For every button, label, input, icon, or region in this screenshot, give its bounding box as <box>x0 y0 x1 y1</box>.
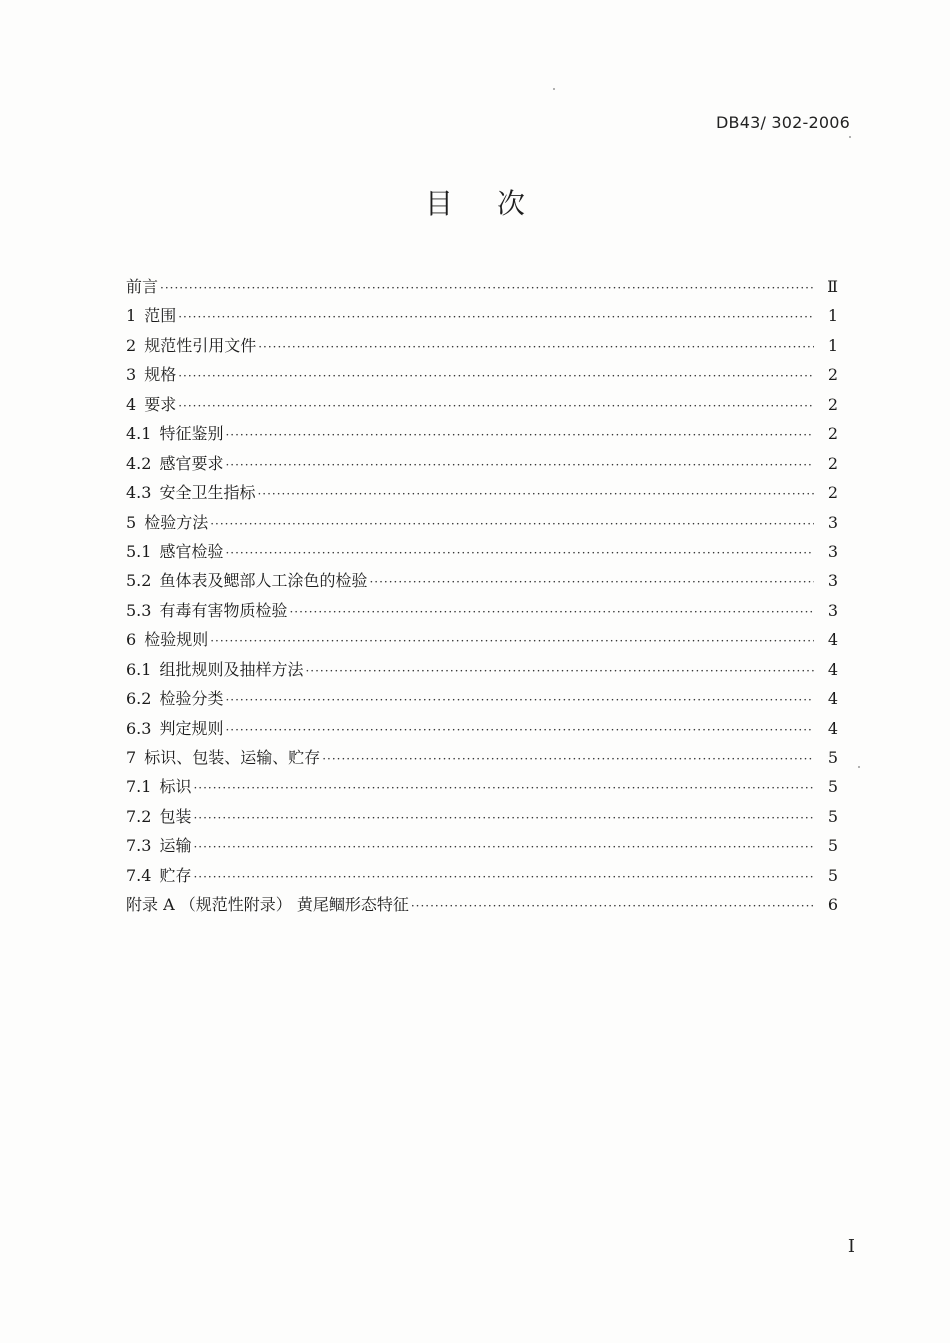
toc-entry-number: 5.2 <box>126 571 152 591</box>
toc-entry-page: 4 <box>827 630 838 650</box>
toc-leader-dots <box>178 392 814 421</box>
toc-entry[interactable] <box>126 625 838 654</box>
toc-entry-page: Ⅱ <box>827 277 838 296</box>
toc-entry-page: 5 <box>827 836 838 856</box>
toc-entry-title: 规格 <box>144 365 177 385</box>
document-code: DB43/ 302-2006 <box>716 113 850 132</box>
toc-leader-dots <box>257 480 814 509</box>
toc-entry-page: 3 <box>827 571 838 591</box>
scan-speck <box>553 88 555 90</box>
toc-entry-number: 7.2 <box>126 806 152 826</box>
toc-entry-page: 1 <box>827 335 838 355</box>
toc-entry-number: 6.3 <box>126 718 152 738</box>
toc-entry[interactable] <box>126 714 838 743</box>
toc-entry-number: 7 <box>126 748 137 767</box>
toc-entry[interactable] <box>126 861 838 890</box>
toc-leader-dots <box>225 716 814 745</box>
toc-entry[interactable] <box>126 743 838 772</box>
scan-speck <box>858 766 860 768</box>
toc-leader-dots <box>322 745 814 774</box>
toc-leader-dots <box>193 804 814 833</box>
toc-leader-dots <box>305 657 814 686</box>
toc-entry-title: 组批规则及抽样方法 <box>159 659 304 679</box>
toc-entry[interactable] <box>126 655 838 684</box>
toc-entry-page: 2 <box>827 453 838 473</box>
toc-entry[interactable] <box>126 596 838 625</box>
toc-entry-page: 3 <box>827 541 838 561</box>
toc-entry[interactable] <box>126 772 838 801</box>
toc-entry-title: 检验规则 <box>144 630 209 650</box>
toc-entry-number: 1 <box>126 306 137 326</box>
toc-entry-number: 6 <box>126 630 137 650</box>
toc-entry[interactable] <box>126 301 838 330</box>
toc-leader-dots <box>193 833 814 862</box>
toc-entry-number: 5.3 <box>126 600 152 620</box>
toc-entry-number: 7.3 <box>126 836 152 856</box>
toc-entry[interactable] <box>126 684 838 713</box>
toc-leader-dots <box>369 568 814 597</box>
toc-entry-number: 4.3 <box>126 483 152 503</box>
toc-entry[interactable] <box>126 478 838 507</box>
toc-entry-page: 3 <box>827 600 838 620</box>
toc-entry-page: 5 <box>827 748 838 767</box>
toc-entry-title: 运输 <box>159 836 192 856</box>
toc-entry-page: 4 <box>827 718 838 738</box>
toc-entry-title: 鱼体表及鳃部人工涂色的检验 <box>159 571 368 591</box>
toc-entry-page: 1 <box>827 306 838 326</box>
toc-leader-dots <box>411 892 814 921</box>
toc-entry-title: 感官检验 <box>159 541 224 561</box>
toc-entry-number: 6.1 <box>126 659 152 679</box>
toc-entry[interactable] <box>126 449 838 478</box>
toc-entry[interactable] <box>126 360 838 389</box>
toc-entry-number: 5.1 <box>126 541 152 561</box>
toc-entry-page: 5 <box>827 865 838 885</box>
toc-entry-title: 判定规则 <box>159 718 224 738</box>
toc-entry-number: 2 <box>126 335 137 355</box>
toc-entry-page: 2 <box>827 424 838 444</box>
toc-entry-number: 3 <box>126 365 137 385</box>
toc-entry[interactable] <box>126 537 838 566</box>
toc-entry-number: 7.4 <box>126 865 152 885</box>
page-number: I <box>847 1236 855 1257</box>
toc-entry-page: 3 <box>827 512 838 532</box>
toc-leader-dots <box>225 451 814 480</box>
toc-entry-title: 标识 <box>159 777 192 797</box>
toc-entry-title: 要求 <box>144 394 177 414</box>
toc-leader-dots <box>193 774 814 803</box>
toc-entry-page: 5 <box>827 806 838 826</box>
toc-entry[interactable] <box>126 419 838 448</box>
toc-entry[interactable] <box>126 831 838 860</box>
toc-entry-title: 检验方法 <box>144 512 209 532</box>
toc-entry[interactable] <box>126 566 838 595</box>
toc-entry-page: 2 <box>827 394 838 414</box>
toc-entry-title: 感官要求 <box>159 453 224 473</box>
toc-entry-title: 包装 <box>159 806 192 826</box>
scan-speck <box>849 136 851 138</box>
toc-entry-number: 4.1 <box>126 424 152 444</box>
toc-leader-dots <box>178 303 814 332</box>
toc-entry-number: 5 <box>126 512 137 532</box>
toc-entry[interactable] <box>126 508 838 537</box>
toc-leader-dots <box>210 510 814 539</box>
toc-leader-dots <box>225 539 814 568</box>
toc-leader-dots <box>210 627 814 656</box>
toc-entry-number: 7.1 <box>126 777 152 797</box>
toc-entry-page: 2 <box>827 365 838 385</box>
toc-entry-page: 6 <box>827 895 838 915</box>
toc-entry-title: 规范性引用文件 <box>144 335 257 355</box>
table-of-contents <box>126 272 838 920</box>
toc-entry-title: 特征鉴别 <box>159 424 224 444</box>
toc-entry-number: 4.2 <box>126 453 152 473</box>
toc-entry[interactable] <box>126 272 838 301</box>
toc-entry-page: 2 <box>827 483 838 503</box>
toc-entry-title: 附录 A （规范性附录） 黄尾鲴形态特征 <box>126 895 409 915</box>
toc-entry[interactable] <box>126 890 838 919</box>
toc-entry-title: 贮存 <box>159 865 192 885</box>
toc-entry-page: 5 <box>827 777 838 797</box>
toc-leader-dots <box>193 863 814 892</box>
toc-leader-dots <box>225 686 814 715</box>
toc-entry-title: 安全卫生指标 <box>159 483 256 503</box>
toc-entry[interactable] <box>126 390 838 419</box>
toc-entry-title: 有毒有害物质检验 <box>159 600 288 620</box>
toc-entry-title: 前言 <box>126 277 159 296</box>
toc-entry-title: 检验分类 <box>159 689 224 709</box>
toc-entry-number: 6.2 <box>126 689 152 709</box>
toc-leader-dots <box>225 421 814 450</box>
toc-leader-dots <box>258 333 814 362</box>
page-title: 目次 <box>424 187 569 220</box>
toc-entry-title: 标识、包装、运输、贮存 <box>144 748 321 767</box>
toc-entry-title: 范围 <box>144 306 177 326</box>
toc-leader-dots <box>289 598 814 627</box>
toc-entry[interactable] <box>126 802 838 831</box>
toc-entry-page: 4 <box>827 689 838 709</box>
toc-entry-page: 4 <box>827 659 838 679</box>
toc-entry-number: 4 <box>126 394 137 414</box>
toc-entry[interactable] <box>126 331 838 360</box>
toc-leader-dots <box>160 274 814 303</box>
toc-leader-dots <box>178 362 814 391</box>
